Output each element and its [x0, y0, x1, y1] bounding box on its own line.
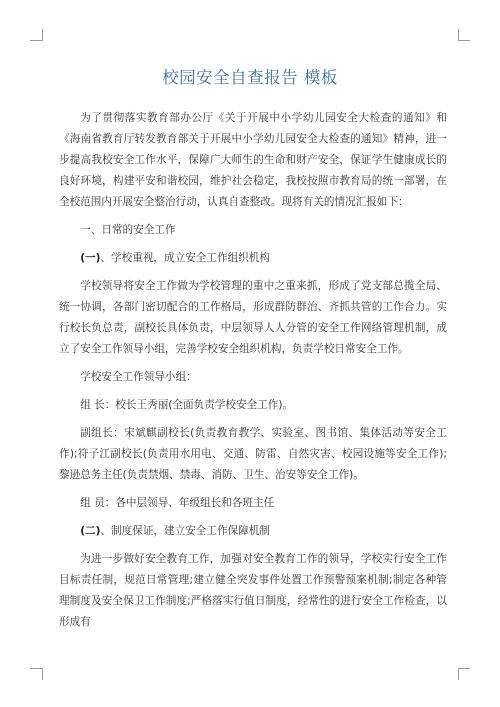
subsection-1-prefix: (一) [80, 252, 101, 264]
crop-mark-top-right-h [458, 40, 470, 41]
subsection-1-body: 学校领导将安全工作做为学校管理的重中之重来抓，形成了党支部总揽全局、统一协调，各部门密切配合的工作格局，形成群防群治、齐抓共管的工作合力。实行校长负总责，副校长具体负责，中层领导人人分管的安全工作网络管理机制，成立了安全工作领导小组，完善学校安全组织机构，负责学校日常安全工作。 [59, 280, 447, 355]
subsection-2-body: 为进一步做好安全教育工作，加强对安全教育工作的领导，学校实行安全工作目标责任制，规范日常管理;建立健全突发事件处置工作预警预案机制;制定各种管理制度及安全保卫工作制度;严格落实行值日制度，经常性的进行安全工作检查，以形成有 [59, 553, 447, 628]
crop-mark-bottom-right-h [458, 668, 470, 669]
subsection-1-text: 、学校重视，成立安全工作组织机构 [100, 252, 270, 264]
subsection-2-text: 、制度保证，建立安全工作保障机制 [100, 525, 270, 537]
section-heading-1: 一、日常的安全工作 [80, 224, 176, 236]
group-members: 组 员：各中层领导、年级组长和各班主任 [80, 497, 275, 509]
intro-paragraph: 为了贯彻落实教育部办公厅《关于开展中小学幼儿园安全大检查的通知》和《海南省教育厅转发教育部关于开展中小学幼儿园安全大检查的通知》精神，进一步提高我校安全工作水平，保障广大师生的生命和财产安全，保证学生健康成长的良好环境，构建平安和谐校园，维护社会稳定，我校按照市教育局的统一部署，在全校范围内开展安全整治行动，认真自查整改。现将有关的情况汇报如下： [59, 112, 447, 208]
subsection-heading-2 [59, 521, 447, 542]
crop-mark-bottom-left-h [30, 668, 42, 669]
crop-mark-top-left-v [42, 29, 43, 41]
crop-mark-bottom-right-v [458, 668, 459, 680]
subsection-heading-1 [59, 248, 447, 269]
group-deputy: 副组长：宋斌麒副校长(负责教育教学、实验室、图书馆、集体活动等安全工作);符子江副校长(负责用水用电、交通、防雷、自然灾害、校园设施等安全工作);黎逊总务主任(负责禁烟、禁毒、消防、卫生、治安等安全工作)。 [59, 427, 447, 481]
document-body [59, 108, 447, 633]
group-title: 学校安全工作领导小组： [80, 371, 197, 383]
document-title: 校园安全自查报告 模板 [162, 68, 338, 87]
crop-mark-bottom-left-v [42, 668, 43, 680]
subsection-2-prefix: (二) [80, 525, 101, 537]
crop-mark-top-left-h [30, 40, 42, 41]
group-leader: 组 长：校长王秀丽(全面负责学校安全工作)。 [80, 399, 294, 411]
crop-mark-top-right-v [458, 29, 459, 41]
